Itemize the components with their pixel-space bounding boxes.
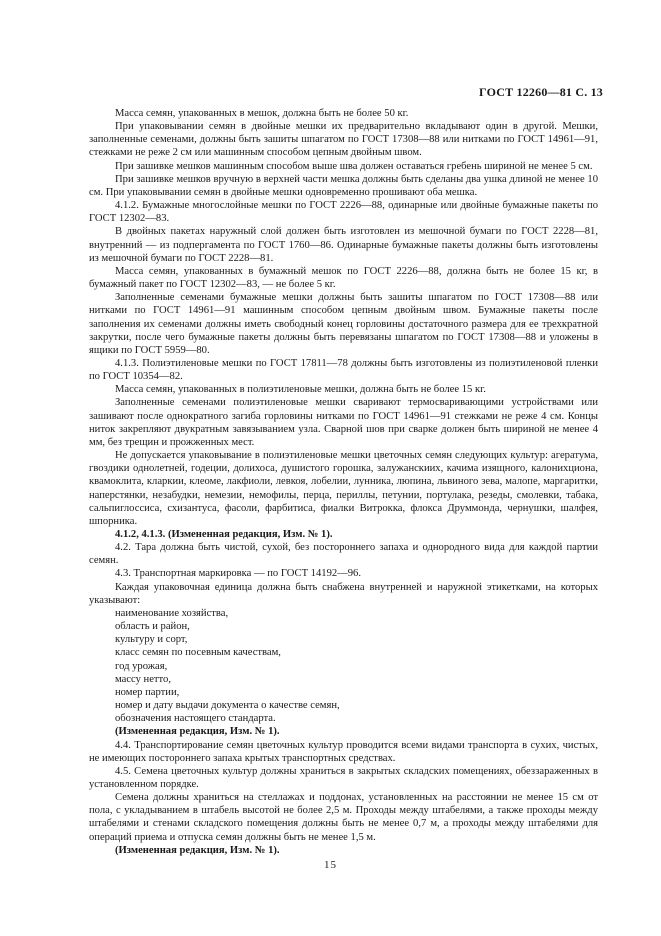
amendment-note: (Измененная редакция, Изм. № 1).	[115, 844, 280, 856]
paragraph: Масса семян, упакованных в полиэтиленовые мешки, должна быть не более 15 кг.	[115, 384, 486, 396]
paragraph: Масса семян, упакованных в мешок, должна быть не более 50 кг.	[115, 108, 409, 119]
paragraph: 4.1.3. Полиэтиленовые мешки по ГОСТ 17811—78 должны быть изготовлены из полиэтиленовой пленки по ГОСТ 10354—82.	[89, 357, 598, 383]
list-item: массу нетто,	[115, 673, 171, 685]
list-item: наименование хозяйства,	[115, 607, 229, 619]
list-item: обозначения настоящего стандарта.	[115, 713, 276, 725]
paragraph: 4.2. Тара должна быть чистой, сухой, без постороннего запаха и однородного вида для каждой партии семян.	[89, 542, 598, 567]
paragraph: 4.4. Транспортирование семян цветочных культур проводится всеми видами транспорта в сухих, чистых, не имеющих постороннего запаха крытых транспортных средствах.	[89, 739, 598, 764]
page-header: ГОСТ 12260—81 С. 13	[479, 85, 603, 99]
paragraph: Не допускается упаковывание в полиэтиленовые мешки цветочных семян следующих культур: агератума, гвоздики однолетней, годеции, долихоса, душистого горошка, залужанскиих, качима изящного, калонихциона, квамоклита, кларкии, клеоме, лакфиоли, левкоя, лобелии, лунника, люпина, львиного зева, малопе, маргаритки, наперстянки, незабудки, немезии, немофилы, перца, периллы, петунии, портулака, резеды, смолевки, табака, сальпиглоссиса, схизантуса, фасоли, фарбитиса, фиалки Витрокка, флокса Друммонда, чернушки, шалфея, шпорника.	[89, 450, 598, 527]
paragraph: При упаковывании семян в двойные мешки их предварительно вкладывают один в другой. Мешки, заполненные семенами, должны быть зашиты шпагатом по ГОСТ 17308—88 или нитками по ГОСТ 14961—91, стежками не реже 2 см или машинным способом цепным двойным швом.	[89, 121, 598, 159]
list-item: номер партии,	[115, 686, 180, 698]
list-item: область и район,	[115, 621, 190, 633]
amendment-note: 4.1.2, 4.1.3. (Измененная редакция, Изм. № 1).	[115, 529, 333, 540]
paragraph: 4.3. Транспортная маркировка — по ГОСТ 14192—96.	[115, 568, 362, 580]
paragraph: Каждая упаковочная единица должна быть снабжена внутренней и наружной этикетками, на которых указывают:	[89, 581, 598, 606]
list-item: год урожая,	[115, 660, 168, 672]
paragraph: В двойных пакетах наружный слой должен быть изготовлен из мешочной бумаги по ГОСТ 2228—81, внутренний — из подпергамента по ГОСТ 1760—86. Одинарные бумажные пакеты должны быть изготовлены из мешочной бумаги по ГОСТ 2228—81.	[89, 226, 598, 264]
paragraph: 4.5. Семена цветочных культур должны храниться в закрытых складских помещениях, обеззараженных в установленном порядке.	[89, 765, 598, 790]
page-number: 15	[324, 859, 337, 871]
paragraph: Масса семян, упакованных в бумажный мешок по ГОСТ 2226—88, должна быть не более 15 кг, в бумажный пакет по ГОСТ 12302—83, — не более 5 кг.	[89, 265, 598, 291]
paragraph: Семена должны храниться на стеллажах и поддонах, установленных на расстоянии не менее 15 см от пола, с укладыванием в штабель высотой не более 2,5 м. Проходы между штабелями, а также проходы между штабелями и стенами складского помещения должны быть не менее 0,7 м, а проходы между штабелями для операций приема и отпуска семян должны быть не менее 1,5 м.	[89, 792, 598, 843]
paragraph: Заполненные семенами полиэтиленовые мешки сваривают термосваривающими устройствами или зашивают после однократного загиба горловины нитками по ГОСТ 14961—91 стежками не реже 4 см. Концы ниток закрепляют двукратным завязыванием узла. Сварной шов при сварке должен быть шириной не менее 4 мм, без трещин и прожженных мест.	[89, 397, 598, 448]
amendment-note: (Измененная редакция, Изм. № 1).	[115, 726, 280, 738]
list-item: культуру и сорт,	[115, 634, 188, 646]
paragraph: 4.1.2. Бумажные многослойные мешки по ГОСТ 2226—88, одинарные или двойные бумажные пакеты по ГОСТ 12302—83.	[89, 200, 598, 225]
list-item: класс семян по посевным качествам,	[115, 647, 281, 659]
list-item: номер и дату выдачи документа о качестве семян,	[115, 700, 340, 712]
document-body	[89, 107, 598, 857]
paragraph: При зашивке мешков вручную в верхней части мешка должны быть сделаны два ушка длиной не менее 10 см. При упаковывании семян в двойные мешки одновременно прошивают оба мешка.	[89, 173, 598, 198]
paragraph: Заполненные семенами бумажные мешки должны быть зашиты шпагатом по ГОСТ 17308—88 или нитками по ГОСТ 14961—91 машинным способом цепным двойным швом. Бумажные пакеты после заполнения их семенами должны иметь свободный конец горловины достаточного размера для ее трехкратной закрутки, после чего бумажные пакеты должны быть перевязаны шпагатом по ГОСТ 17308—88 и уложены в ящики по ГОСТ 5959—80.	[89, 292, 598, 356]
paragraph: При зашивке мешков машинным способом выше шва должен оставаться гребень шириной не менее 5 см.	[115, 160, 593, 172]
